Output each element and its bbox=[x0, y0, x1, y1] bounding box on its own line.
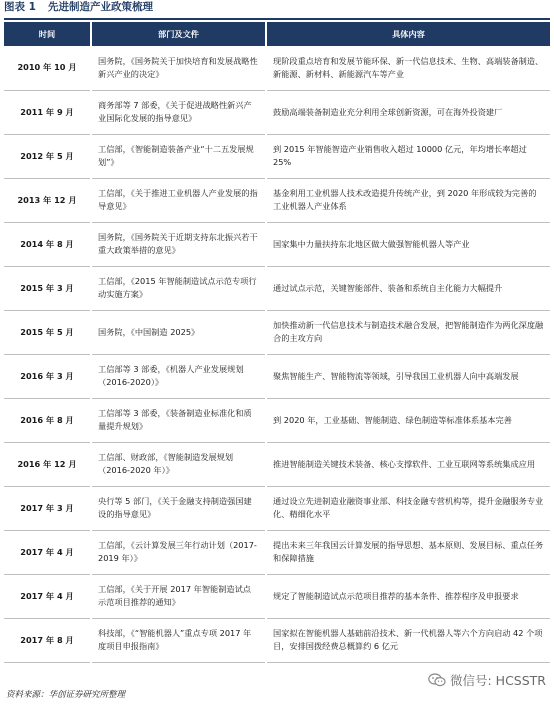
cell-dept: 国务院，《国务院关于近期支持东北振兴若干重大政策举措的意见》 bbox=[91, 222, 266, 266]
watermark-text: 微信号: HCSSTR bbox=[449, 673, 546, 688]
cell-content: 国家拟在智能机器人基础前沿技术、新一代机器人等六个方向启动 42 个项目，安排国拨经费总概算约 6 亿元 bbox=[266, 618, 550, 662]
cell-dept: 工信部、财政部，《智能制造发展规划（2016-2020 年）》 bbox=[91, 442, 266, 486]
cell-content: 加快推动新一代信息技术与制造技术融合发展，把智能制造作为两化深度融合的主攻方向 bbox=[266, 310, 550, 354]
table-row bbox=[4, 486, 550, 530]
cell-time: 2015 年 5 月 bbox=[4, 310, 91, 354]
cell-time: 2016 年 3 月 bbox=[4, 354, 91, 398]
cell-content: 通过设立先进制造业融资事业部、科技金融专营机构等，提升金融服务专业化、精细化水平 bbox=[266, 486, 550, 530]
cell-dept: 工信部，《关于开展 2017 年智能制造试点示范项目推荐的通知》 bbox=[91, 574, 266, 618]
cell-time: 2017 年 8 月 bbox=[4, 618, 91, 662]
cell-content: 现阶段重点培育和发展节能环保、新一代信息技术、生物、高端装备制造、新能源、新材料、新能源汽车等产业 bbox=[266, 46, 550, 90]
cell-dept: 工信部，《智能制造装备产业“十二五发展规划”》 bbox=[91, 134, 266, 178]
table-row bbox=[4, 574, 550, 618]
table-row bbox=[4, 90, 550, 134]
cell-content: 到 2015 年智能智造产业销售收入超过 10000 亿元，年均增长率超过 25% bbox=[266, 134, 550, 178]
cell-dept: 科技部，《“智能机器人”重点专项 2017 年度项目申报指南》 bbox=[91, 618, 266, 662]
table-row bbox=[4, 354, 550, 398]
table-row bbox=[4, 134, 550, 178]
cell-time: 2016 年 12 月 bbox=[4, 442, 91, 486]
figure-title-text: 先进制造产业政策梳理 bbox=[47, 1, 153, 13]
header-content: 具体内容 bbox=[266, 22, 550, 46]
cell-content: 基金利用工业机器人技术改造提升传统产业，到 2020 年形成较为完善的工业机器人产业体系 bbox=[266, 178, 550, 222]
cell-content: 推进智能制造关键技术装备、核心支撑软件、工业互联网等系统集成应用 bbox=[266, 442, 550, 486]
table-row bbox=[4, 222, 550, 266]
table-row bbox=[4, 46, 550, 90]
table-row bbox=[4, 442, 550, 486]
cell-content: 提出未来三年我国云计算发展的指导思想、基本原则、发展目标、重点任务和保障措施 bbox=[266, 530, 550, 574]
cell-time: 2014 年 8 月 bbox=[4, 222, 91, 266]
header-time: 时间 bbox=[4, 22, 91, 46]
cell-dept: 工信部，《2015 年智能制造试点示范专项行动实施方案》 bbox=[91, 266, 266, 310]
table-row bbox=[4, 618, 550, 662]
figure-title bbox=[4, 0, 550, 20]
header-dept: 部门及文件 bbox=[91, 22, 266, 46]
cell-dept: 商务部等 7 部委，《关于促进战略性新兴产业国际化发展的指导意见》 bbox=[91, 90, 266, 134]
cell-time: 2017 年 4 月 bbox=[4, 574, 91, 618]
table-row bbox=[4, 530, 550, 574]
cell-time: 2010 年 10 月 bbox=[4, 46, 91, 90]
cell-dept: 国务院，《中国制造 2025》 bbox=[91, 310, 266, 354]
cell-content: 聚焦智能生产、智能物流等领域，引导我国工业机器人向中高端发展 bbox=[266, 354, 550, 398]
table-row bbox=[4, 398, 550, 442]
cell-time: 2011 年 9 月 bbox=[4, 90, 91, 134]
cell-content: 规定了智能制造试点示范项目推荐的基本条件、推荐程序及申报要求 bbox=[266, 574, 550, 618]
wechat-watermark bbox=[428, 672, 546, 688]
cell-content: 国家集中力量扶持东北地区做大做强智能机器人等产业 bbox=[266, 222, 550, 266]
cell-content: 鼓励高端装备制造业充分利用全球创新资源，可在海外投资建厂 bbox=[266, 90, 550, 134]
source-note: 资料来源：华创证券研究所整理 bbox=[6, 690, 126, 700]
cell-time: 2013 年 12 月 bbox=[4, 178, 91, 222]
cell-content: 到 2020 年，工业基础、智能制造、绿色制造等标准体系基本完善 bbox=[266, 398, 550, 442]
cell-time: 2017 年 3 月 bbox=[4, 486, 91, 530]
policy-table bbox=[4, 22, 550, 663]
table-row bbox=[4, 266, 550, 310]
cell-dept: 工信部等 3 部委，《机器人产业发展规划（2016-2020）》 bbox=[91, 354, 266, 398]
cell-time: 2017 年 4 月 bbox=[4, 530, 91, 574]
cell-time: 2016 年 8 月 bbox=[4, 398, 91, 442]
cell-dept: 工信部，《云计算发展三年行动计划（2017-2019 年）》 bbox=[91, 530, 266, 574]
table-row bbox=[4, 310, 550, 354]
cell-dept: 工信部，《关于推进工业机器人产业发展的指导意见》 bbox=[91, 178, 266, 222]
cell-content: 通过试点示范，关键智能部件、装备和系统自主化能力大幅提升 bbox=[266, 266, 550, 310]
cell-dept: 国务院，《国务院关于加快培育和发展战略性新兴产业的决定》 bbox=[91, 46, 266, 90]
cell-time: 2015 年 3 月 bbox=[4, 266, 91, 310]
table-header-row bbox=[4, 22, 550, 46]
cell-dept: 央行等 5 部门，《关于金融支持制造强国建设的指导意见》 bbox=[91, 486, 266, 530]
table-row bbox=[4, 178, 550, 222]
cell-dept: 工信部等 3 部委，《装备制造业标准化和质量提升规划》 bbox=[91, 398, 266, 442]
figure-label: 图表 1 bbox=[4, 1, 36, 13]
wechat-icon bbox=[428, 673, 446, 687]
cell-time: 2012 年 5 月 bbox=[4, 134, 91, 178]
